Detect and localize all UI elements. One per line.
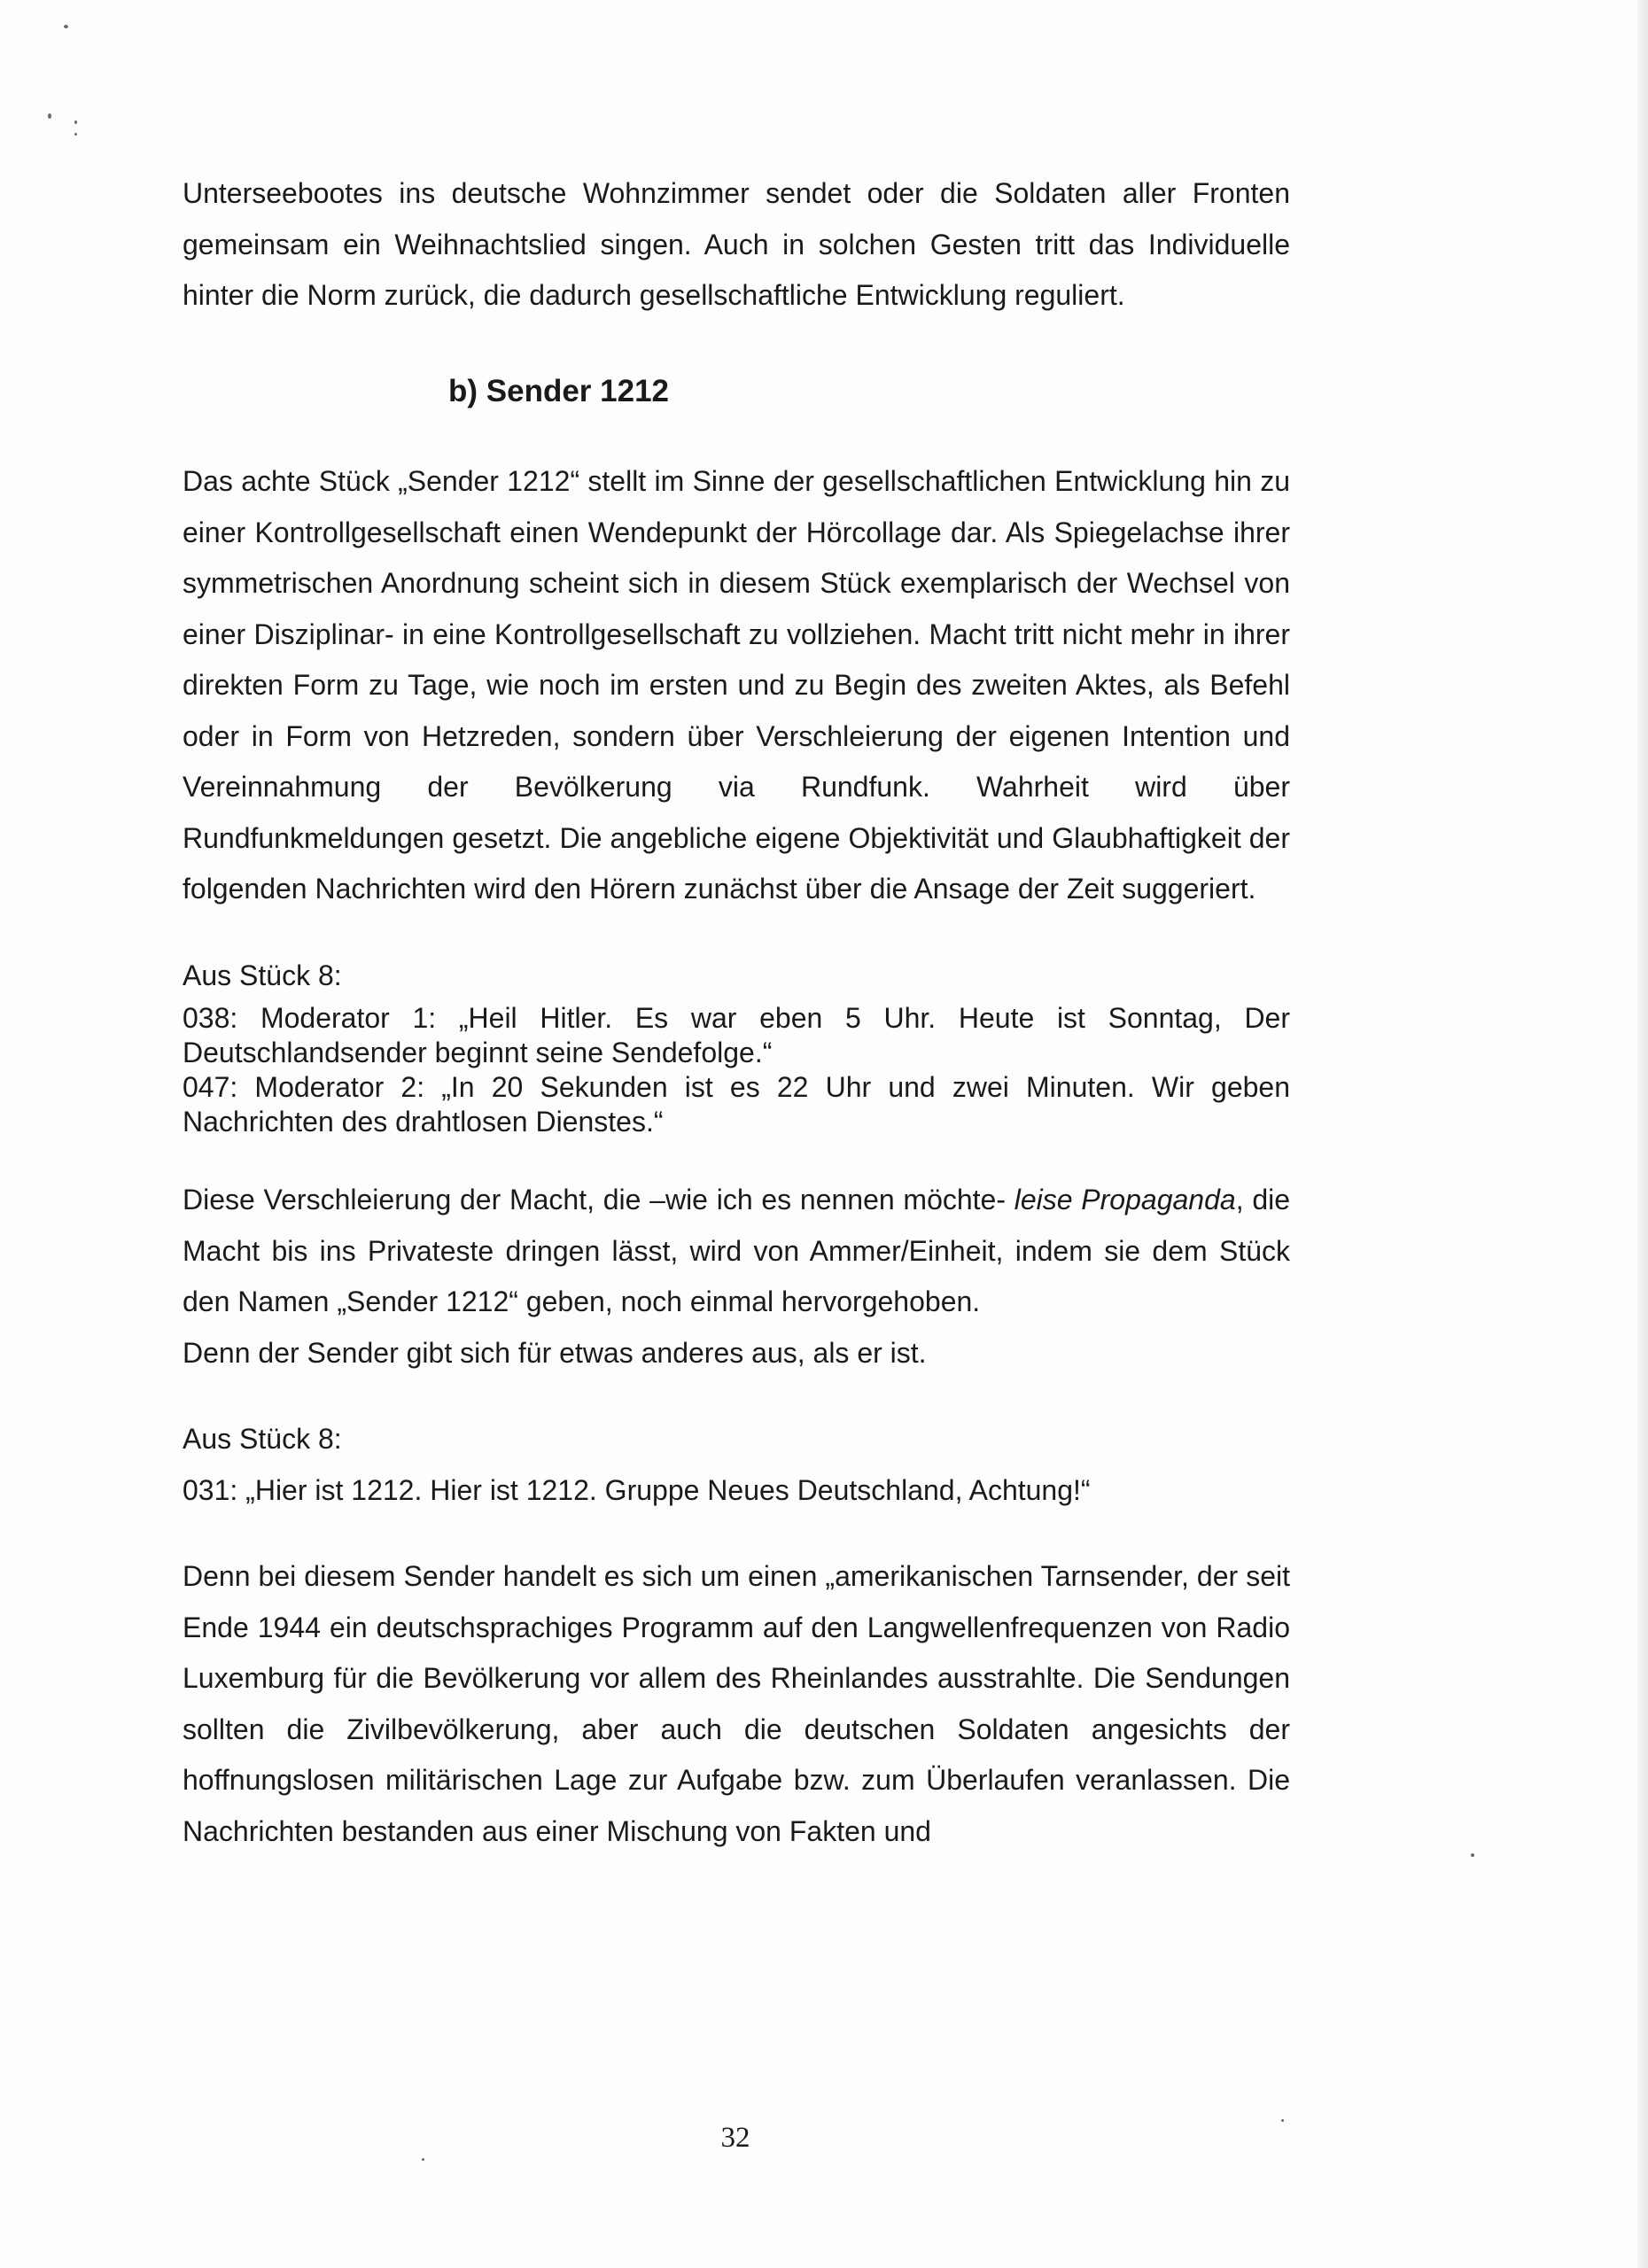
page-number: [0, 2122, 1648, 2155]
scan-speck: [64, 25, 68, 28]
scan-edge-shadow: [1637, 0, 1648, 2268]
document-body: [183, 168, 1290, 1857]
paragraph-3-italic-term: leise Propaganda: [1014, 1184, 1236, 1216]
paragraph-1: Unterseebootes ins deutsche Wohnzimmer sendet oder die Soldaten aller Fronten gemeinsam ein Weihnachtslied singen. Auch in solchen Gesten tritt das Individuelle hinter die Norm zurück, die dadurch gesellschaftliche Entwicklung reguliert.: [183, 177, 1290, 311]
scan-speck: [1471, 1853, 1474, 1857]
scan-speck: [74, 120, 77, 124]
quote-1-line-1: 038: Moderator 1: „Heil Hitler. Es war eben 5 Uhr. Heute ist Sonntag, Der Deutschlandsender beginnt seine Sendefolge.“: [183, 1002, 1290, 1068]
quote-1-line-2: 047: Moderator 2: „In 20 Sekunden ist es 22 Uhr und zwei Minuten. Wir geben Nachrichten des drahtlosen Dienstes.“: [183, 1071, 1290, 1138]
scan-speck: [48, 113, 51, 119]
paragraph-3-text-a: Diese Verschleierung der Macht, die –wie ich es nennen möchte-: [183, 1184, 1014, 1216]
paragraph-2: Das achte Stück „Sender 1212“ stellt im Sinne der gesellschaftlichen Entwicklung hin zu einer Kontrollgesellschaft einen Wendepunkt der Hörcollage dar. Als Spiegelachse ihrer symmetrischen Anordnung scheint sich in diesem Stück exemplarisch der Wechsel von einer Disziplinar- in eine Kontrollgesellschaft zu vollziehen. Macht tritt nicht mehr in ihrer direkten Form zu Tage, wie noch im ersten und zu Begin des zweiten Aktes, als Befehl oder in Form von Hetzreden, sondern über Verschleierung der eigenen Intention und Vereinnahmung der Bevölkerung via Rundfunk. Wahrheit wird über Rundfunkmeldungen gesetzt. Die angebliche eigene Objektivität und Glaubhaftigkeit der folgenden Nachrichten wird den Hörern zunächst über die Ansage der Zeit suggeriert.: [183, 465, 1290, 905]
quote-2-label: Aus Stück 8:: [183, 1423, 342, 1455]
quote-1-label: Aus Stück 8:: [183, 959, 342, 991]
paragraph-3-last-line: Denn der Sender gibt sich für etwas anderes aus, als er ist.: [183, 1336, 927, 1369]
paragraph-4: Denn bei diesem Sender handelt es sich um einen „amerikanischen Tarnsender, der seit Ende 1944 ein deutschsprachiges Programm auf den Langwellenfrequenzen von Radio Luxemburg für die Bevölkerung vor allem des Rheinlandes ausstrahlte. Die Sendungen sollten die Zivilbevölkerung, aber auch die deutschen Soldaten angesichts der hoffnungslosen militärischen Lage zur Aufgabe bzw. zum Überlaufen veranlassen. Die Nachrichten bestanden aus einer Mischung von Fakten und: [183, 1560, 1290, 1847]
section-heading: b) Sender 1212: [448, 373, 669, 408]
paragraph-3-text-b: , die Macht bis ins Privateste dringen lässt, wird von Ammer/Einheit, indem sie dem Stück den Namen „Sender 1212“ geben, noch einmal hervorgehoben.: [183, 1184, 1291, 1317]
scan-speck: [74, 133, 77, 136]
page-number-text: 32: [720, 2122, 750, 2154]
paragraph-3: [183, 1175, 1290, 1328]
quote-2-line-1: 031: „Hier ist 1212. Hier ist 1212. Gruppe Neues Deutschland, Achtung!“: [183, 1473, 1091, 1506]
scan-speck: [422, 2158, 424, 2161]
